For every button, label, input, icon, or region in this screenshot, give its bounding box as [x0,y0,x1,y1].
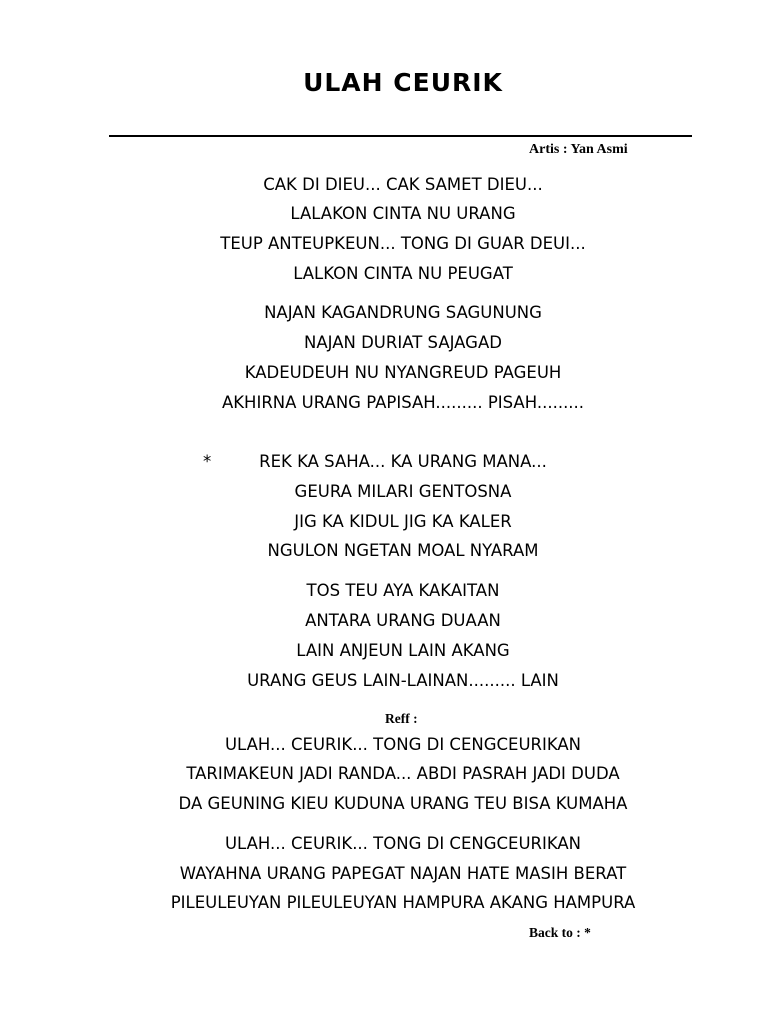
lyric-line: CAK DI DIEU... CAK SAMET DIEU... [263,175,543,194]
chorus-marker: * [203,452,212,471]
lyric-line: ULAH... CEURIK... TONG DI CENGCEURIKAN [224,735,582,754]
lyric-line: NGULON NGETAN MOAL NYARAM [267,541,539,560]
lyric-line: AKHIRNA URANG PAPISAH......... PISAH......... [221,393,585,412]
back-to-note: Back to : * [529,925,591,940]
title-divider [109,135,692,137]
lyric-line: LALKON CINTA NU PEUGAT [293,264,513,283]
reff-label: Reff : [385,711,418,726]
document-title: ULAH CEURIK [303,68,503,97]
lyric-line: TOS TEU AYA KAKAITAN [306,581,500,600]
lyric-line: JIG KA KIDUL JIG KA KALER [294,512,512,531]
lyric-line: LAIN ANJEUN LAIN AKANG [296,641,510,660]
lyric-line: ANTARA URANG DUAAN [305,611,501,630]
lyric-line: LALAKON CINTA NU URANG [290,204,516,223]
artist-credit: Artis : Yan Asmi [529,142,628,157]
lyric-line: REK KA SAHA... KA URANG MANA... [259,452,547,471]
lyric-line: TARIMAKEUN JADI RANDA... ABDI PASRAH JADI DUDA [186,764,620,783]
lyric-line: KADEUDEUH NU NYANGREUD PAGEUH [244,363,562,382]
lyric-line: NAJAN KAGANDRUNG SAGUNUNG [264,303,542,322]
lyric-line: ULAH... CEURIK... TONG DI CENGCEURIKAN [224,834,582,853]
lyric-line: WAYAHNA URANG PAPEGAT NAJAN HATE MASIH BERAT [179,864,627,883]
lyric-line: DA GEUNING KIEU KUDUNA URANG TEU BISA KUMAHA [178,794,628,813]
lyric-line: TEUP ANTEUPKEUN... TONG DI GUAR DEUI... [220,234,586,253]
lyric-line: PILEULEUYAN PILEULEUYAN HAMPURA AKANG HAMPURA [170,893,636,912]
lyric-line: URANG GEUS LAIN-LAINAN......... LAIN [247,671,559,690]
lyric-line: NAJAN DURIAT SAJAGAD [304,333,502,352]
lyric-line: GEURA MILARI GENTOSNA [294,482,512,501]
